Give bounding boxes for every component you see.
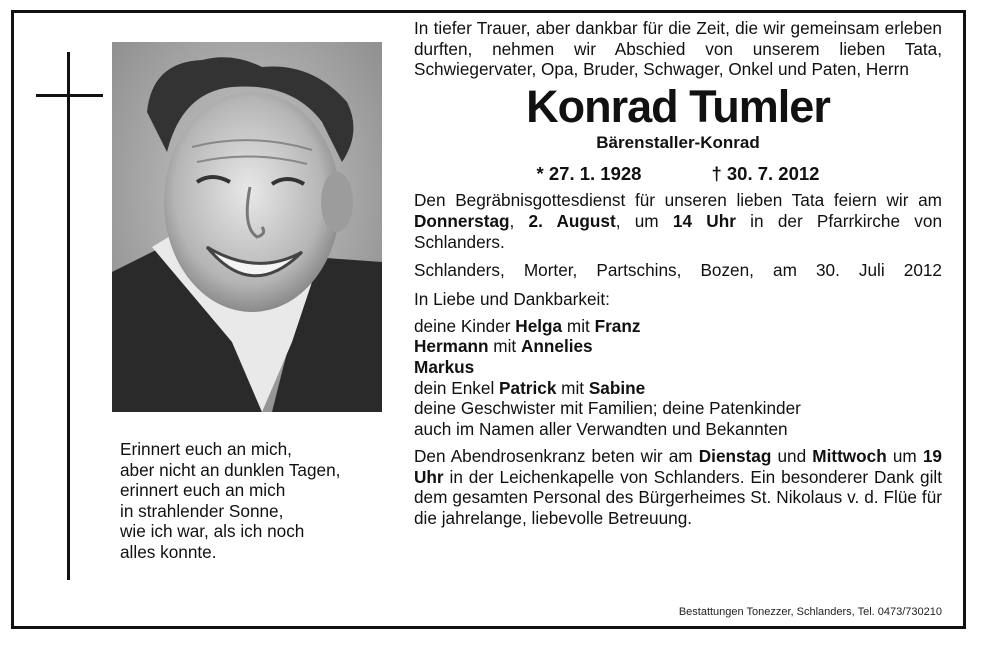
mourners-line: Markus bbox=[414, 357, 475, 378]
poem-line: Erinnert euch an mich, bbox=[120, 439, 292, 459]
mourners-heading: In Liebe und Dankbarkeit: bbox=[414, 288, 610, 309]
funeral-notice: Den Begräbnisgottesdienst für unseren lieben Tata feiern wir am Donnerstag, 2. August, um 14 Uhr in der Pfarrkirche von Schlanders. bbox=[414, 190, 943, 252]
poem bbox=[120, 439, 390, 563]
poem-line: erinnert euch an mich bbox=[120, 480, 286, 501]
mourners-line: auch im Namen aller Verwandten und Bekannten bbox=[414, 419, 788, 440]
rosary-notice: Den Abendrosenkranz beten wir am Dienstag und Mittwoch um 19 Uhr in der Leichenkapelle von Schlanders. Ein besonderer Dank gilt dem gesamten Personal des Bürgerheimes St. Nikolaus v. d. Flüe für die jahrelange, liebevolle Betreuung. bbox=[414, 445, 942, 528]
portrait-photo bbox=[112, 42, 382, 412]
poem-line: wie ich war, als ich noch bbox=[120, 521, 305, 542]
deceased-nickname: Bärenstaller-Konrad bbox=[596, 133, 760, 153]
mourners-line: deine Geschwister mit Familien; deine Patenkinder bbox=[414, 398, 801, 419]
place-date: Schlanders, Morter, Partschins, Bozen, am 30. Juli 2012 bbox=[414, 260, 942, 281]
death-date: † 30. 7. 2012 bbox=[711, 163, 820, 185]
birth-date: * 27. 1. 1928 bbox=[536, 163, 642, 185]
deceased-name: Konrad Tumler bbox=[526, 81, 830, 133]
life-dates bbox=[414, 162, 942, 186]
obituary-text bbox=[414, 18, 942, 529]
poem-line: alles konnte. bbox=[120, 541, 217, 562]
poem-line: aber nicht an dunklen Tagen, bbox=[120, 459, 341, 480]
mourners-line: deine Kinder Helga mit Franz bbox=[414, 315, 641, 336]
cross-icon-vertical bbox=[67, 52, 70, 580]
cross-icon-horizontal bbox=[36, 94, 103, 97]
intro-text: In tiefer Trauer, aber dankbar für die Zeit, die wir gemeinsam erleben durften, nehmen wir Abschied von unserem lieben Tata, Schwiegervater, Opa, Bruder, Schwager, Onkel und Paten, Herrn bbox=[414, 18, 942, 80]
mourners-line: dein Enkel Patrick mit Sabine bbox=[414, 377, 646, 398]
funeral-home-footer: Bestattungen Tonezzer, Schlanders, Tel. 0473/730210 bbox=[678, 606, 942, 618]
poem-line: in strahlender Sonne, bbox=[120, 500, 284, 521]
mourners-line: Hermann mit Annelies bbox=[414, 336, 593, 357]
